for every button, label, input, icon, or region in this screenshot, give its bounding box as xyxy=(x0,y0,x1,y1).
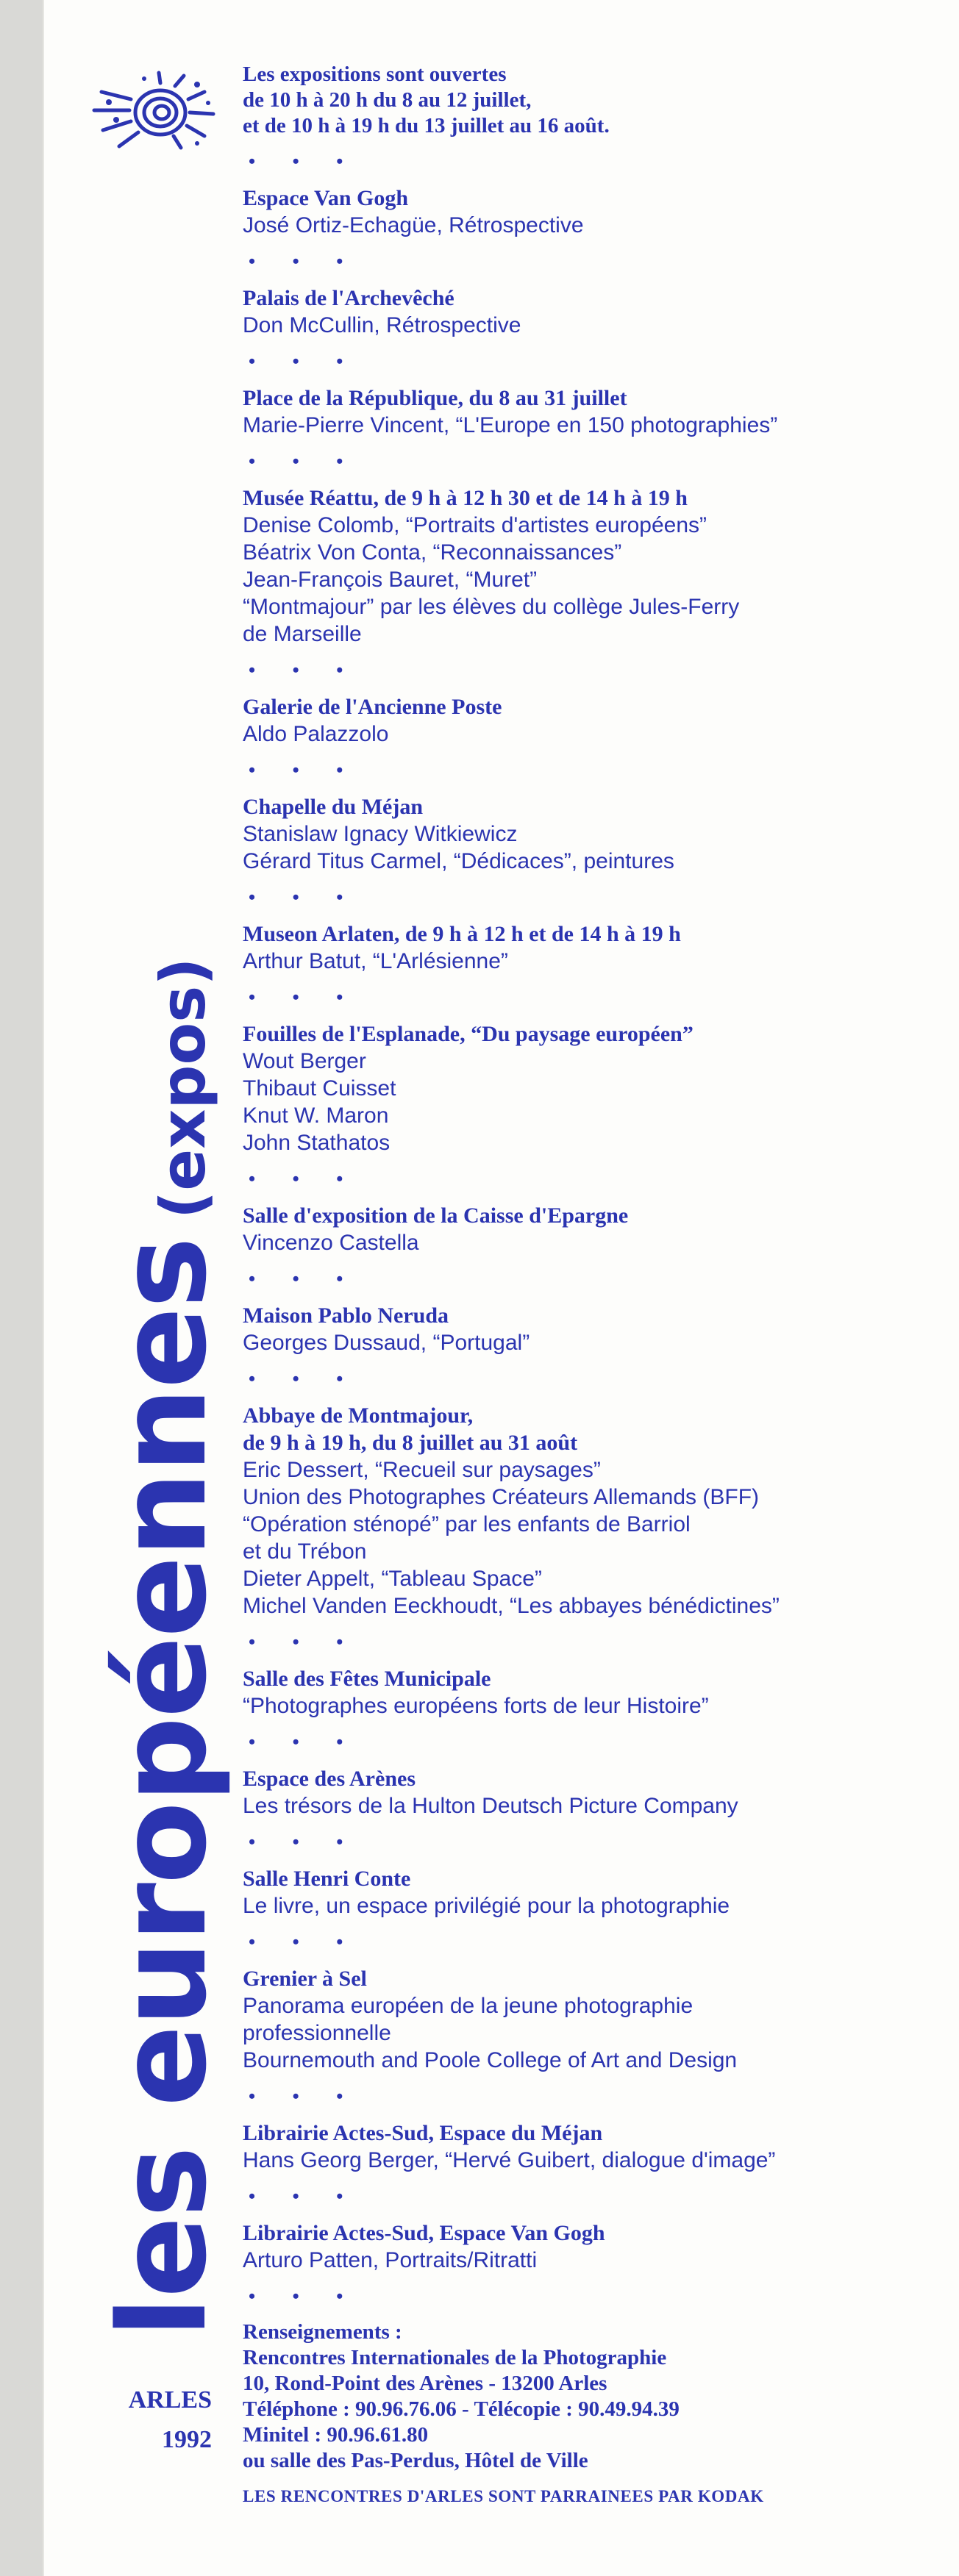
exhibition-line: Arthur Batut, “L'Arlésienne” xyxy=(243,949,508,973)
venue-name: Librairie Actes-Sud, Espace Van Gogh xyxy=(243,2221,605,2245)
exhibition-line: Hans Georg Berger, “Hervé Guibert, dialogue d'image” xyxy=(243,2148,776,2172)
venue-list xyxy=(243,152,905,2274)
venue-entry xyxy=(243,285,905,339)
exhibition-line: Union des Photographes Créateurs Allemands (BFF) xyxy=(243,1485,760,1509)
venue-name: Grenier à Sel xyxy=(243,1967,367,1991)
venue-name: Fouilles de l'Esplanade, “Du paysage européen” xyxy=(243,1022,694,1046)
venue-entry xyxy=(243,793,905,875)
exhibition-line: Marie-Pierre Vincent, “L'Europe en 150 photographies” xyxy=(243,413,778,437)
exhibition-line: et du Trébon xyxy=(243,1539,367,1564)
separator-dots: • • • xyxy=(249,1931,360,1953)
exhibition-line: Eric Dessert, “Recueil sur paysages” xyxy=(243,1458,601,1482)
separator-dots: • • • xyxy=(249,1268,360,1289)
exhibition-line: Gérard Titus Carmel, “Dédicaces”, peintures xyxy=(243,849,674,873)
venue-name: Galerie de l'Ancienne Poste xyxy=(243,695,502,719)
contact-line: Téléphone : 90.96.76.06 - Télécopie : 90.49.94.39 xyxy=(243,2397,680,2421)
exhibition-line: Béatrix Von Conta, “Reconnaissances” xyxy=(243,540,622,565)
venue-entry xyxy=(243,2219,905,2274)
exhibition-line: de Marseille xyxy=(243,622,362,646)
separator-dots: • • • xyxy=(249,151,360,172)
contact-line: ou salle des Pas-Perdus, Hôtel de Ville xyxy=(243,2449,588,2472)
exhibition-line: Vincenzo Castella xyxy=(243,1231,419,1255)
venue-entry xyxy=(243,384,905,439)
venue-entry xyxy=(243,484,905,648)
separator-dots: • • • xyxy=(249,1168,360,1189)
venue-entry xyxy=(243,1402,905,1620)
venue-name: Salle Henri Conte xyxy=(243,1867,411,1891)
venue-entry xyxy=(243,1020,905,1156)
exhibition-line: John Stathatos xyxy=(243,1131,391,1155)
year: 1992 xyxy=(162,2426,212,2453)
separator-dots: • • • xyxy=(249,1831,360,1853)
separator-dots: • • • xyxy=(249,1631,360,1653)
venue-entry xyxy=(243,920,905,975)
exhibition-line: “Photographes européens forts de leur Histoire” xyxy=(243,1694,709,1718)
venue-name: Salle d'exposition de la Caisse d'Epargne xyxy=(243,1203,629,1228)
city-name: ARLES xyxy=(128,2386,212,2414)
contact-line: Rencontres Internationales de la Photographie xyxy=(243,2346,667,2369)
venue-entry xyxy=(243,1302,905,1356)
opening-hours: Les expositions sont ouvertes de 10 h à 20 h du 8 au 12 juillet, et de 10 h à 19 h du 13 juillet au 16 août. xyxy=(243,62,610,137)
venue-entry xyxy=(243,185,905,239)
venue-entry xyxy=(243,2119,905,2174)
contact-line: Renseignements : xyxy=(243,2320,402,2344)
exhibition-line: Knut W. Maron xyxy=(243,1103,389,1128)
venue-name: Salle des Fêtes Municipale xyxy=(243,1667,491,1691)
exhibition-line: “Montmajour” par les élèves du collège Jules-Ferry xyxy=(243,595,740,619)
venue-name: Espace des Arènes xyxy=(243,1767,416,1791)
program-list xyxy=(243,62,905,2474)
contact-line: Minitel : 90.96.61.80 xyxy=(243,2423,429,2447)
separator-dots: • • • xyxy=(249,2286,360,2307)
venue-name: Palais de l'Archevêché xyxy=(243,286,454,310)
venue-name: Abbaye de Montmajour, xyxy=(243,1403,474,1428)
separator-dots: • • • xyxy=(249,251,360,272)
sun-swirl-logo-icon xyxy=(87,70,219,151)
separator-dots: • • • xyxy=(249,987,360,1008)
separator-dots: • • • xyxy=(249,1731,360,1753)
exhibition-line: Panorama européen de la jeune photographie xyxy=(243,1994,694,2018)
venue-entry xyxy=(243,693,905,748)
exhibition-line: Arturo Patten, Portraits/Ritratti xyxy=(243,2248,538,2272)
exhibition-line: Le livre, un espace privilégié pour la photographie xyxy=(243,1894,730,1918)
venue-hours: de 9 h à 19 h, du 8 juillet au 31 août xyxy=(243,1431,578,1455)
exhibition-line: Jean-François Bauret, “Muret” xyxy=(243,568,538,592)
venue-entry xyxy=(243,1202,905,1256)
side-title xyxy=(93,957,233,2338)
venue-name: Chapelle du Méjan xyxy=(243,795,424,819)
separator-dots: • • • xyxy=(249,2086,360,2107)
exhibition-line: Georges Dussaud, “Portugal” xyxy=(243,1331,530,1355)
separator-dots: • • • xyxy=(249,759,360,781)
exhibition-line: Michel Vanden Eeckhoudt, “Les abbayes bénédictines” xyxy=(243,1594,780,1618)
separator-dots: • • • xyxy=(249,887,360,908)
separator-dots: • • • xyxy=(249,451,360,472)
venue-name: Maison Pablo Neruda xyxy=(243,1303,449,1328)
sponsor-line: LES RENCONTRES D'ARLES SONT PARRAINEES PAR KODAK xyxy=(243,2487,764,2505)
separator-dots: • • • xyxy=(249,2186,360,2207)
exhibition-line: José Ortiz-Echagüe, Rétrospective xyxy=(243,213,584,237)
exhibition-line: Les trésors de la Hulton Deutsch Picture Company xyxy=(243,1794,738,1818)
exhibition-line: Aldo Palazzolo xyxy=(243,722,389,746)
venue-entry xyxy=(243,1765,905,1820)
venue-name: Museon Arlaten, de 9 h à 12 h et de 14 h à 19 h xyxy=(243,922,681,946)
separator-dots: • • • xyxy=(249,659,360,681)
exhibition-line: Don McCullin, Rétrospective xyxy=(243,313,521,337)
exhibition-line: Bournemouth and Poole College of Art and Design xyxy=(243,2048,738,2072)
contact-line: 10, Rond-Point des Arènes - 13200 Arles xyxy=(243,2372,607,2395)
venue-entry xyxy=(243,1865,905,1920)
venue-name: Librairie Actes-Sud, Espace du Méjan xyxy=(243,2121,603,2145)
exhibition-line: Thibaut Cuisset xyxy=(243,1076,396,1101)
separator-dots: • • • xyxy=(249,351,360,372)
venue-name: Musée Réattu, de 9 h à 12 h 30 et de 14 h à 19 h xyxy=(243,486,688,510)
venue-name: Place de la République, du 8 au 31 juillet xyxy=(243,386,627,410)
venue-entry xyxy=(243,1965,905,2074)
exhibition-line: “Opération sténopé” par les enfants de Barriol xyxy=(243,1512,691,1536)
separator-dots: • • • xyxy=(249,1368,360,1389)
title-les-europeennes: les européennes xyxy=(93,1238,233,2338)
venue-entry xyxy=(243,1665,905,1720)
exhibition-line: professionnelle xyxy=(243,2021,391,2045)
city-year-block xyxy=(109,2380,212,2460)
exhibition-line: Denise Colomb, “Portraits d'artistes européens” xyxy=(243,513,707,537)
exhibition-line: Wout Berger xyxy=(243,1049,366,1073)
exhibition-line: Stanislaw Ignacy Witkiewicz xyxy=(243,822,518,846)
exhibition-line: Dieter Appelt, “Tableau Space” xyxy=(243,1567,542,1591)
title-expos: (expos) xyxy=(147,957,219,1220)
contact-block xyxy=(243,2319,905,2474)
venue-name: Espace Van Gogh xyxy=(243,186,409,210)
